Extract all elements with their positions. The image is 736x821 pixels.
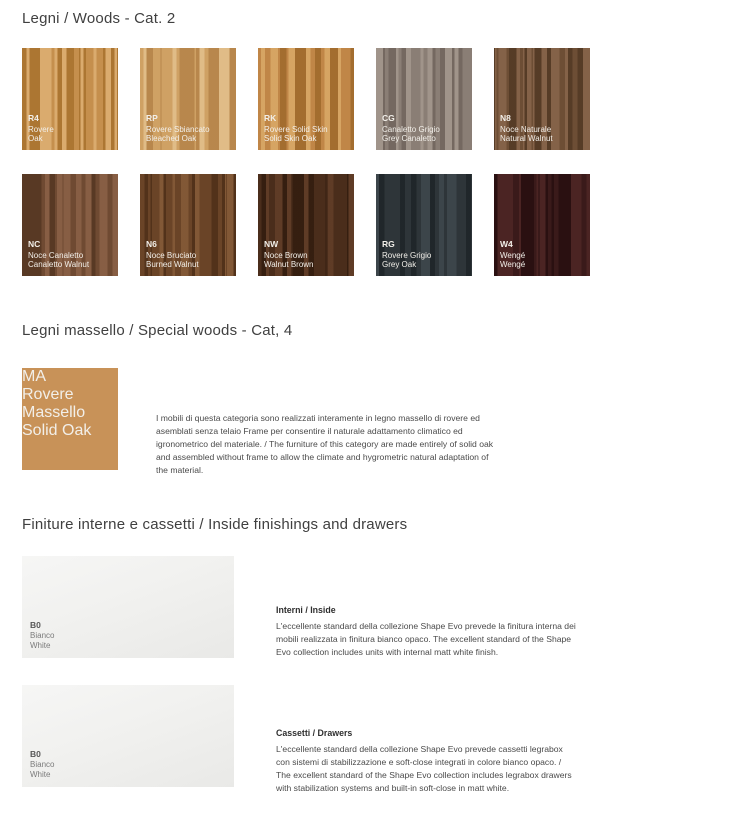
swatch-labels: [30, 749, 54, 780]
finish-description-block: [276, 556, 576, 659]
swatch-code: MA: [22, 368, 46, 385]
swatch-rg[interactable]: [376, 174, 472, 276]
swatch-code: R4: [28, 113, 39, 124]
swatch-name-en: Grey Canaletto: [382, 134, 436, 144]
swatch-labels: [146, 239, 232, 270]
swatch-name-en: Solid Oak: [22, 422, 92, 439]
swatch-name-it: Noce Naturale: [500, 124, 552, 134]
swatch-name-en: White: [30, 641, 51, 650]
swatch-name-it: Rovere Massello: [22, 386, 86, 421]
swatch-nw[interactable]: [258, 174, 354, 276]
swatch-name-en: Solid Skin Oak: [264, 134, 317, 144]
swatch-code: CG: [382, 113, 395, 124]
woods-section: [22, 10, 175, 27]
swatch-labels: [500, 113, 586, 144]
swatch-labels: [146, 113, 232, 144]
special-woods-description: I mobili di questa categoria sono realizzati interamente in legno massello di rovere ed asemblati senza telaio Frame per consentire il naturale adattamento climatico ed igronometrico del materiale. / The furniture of this category are made entirely of solid oak and assembled without frame to allow the climate and hygrometric natural adaptation of the material.: [156, 413, 494, 476]
swatch-rk[interactable]: [258, 48, 354, 150]
finish-description: L'eccellente standard della collezione Shape Evo prevede la finitura interna dei mobili realizzata in finitura bianco opaco. The excellent standard of the Shape Evo collection includes units with internal matt white finish.: [276, 621, 576, 657]
swatch-name-en: Bleached Oak: [146, 134, 197, 144]
swatch-r4[interactable]: [22, 48, 118, 150]
swatch-name-it: Noce Bruciato: [146, 250, 197, 260]
swatch-name-it: Rovere Solid Skin: [264, 124, 328, 134]
swatch-name-it: Wengé: [500, 250, 526, 260]
finish-heading: Interni / Inside: [276, 605, 336, 615]
special-woods-section: [22, 322, 292, 339]
inside-finishes-section: [22, 516, 407, 533]
swatch-name-it: Rovere Sbiancato: [146, 124, 210, 134]
swatch-labels: [382, 113, 468, 144]
swatch-code: W4: [500, 239, 513, 250]
swatch-name-en: Oak: [28, 134, 43, 144]
swatch-name-it: Rovere Grigio: [382, 250, 432, 260]
swatch-name-it: Canaletto Grigio: [382, 124, 440, 134]
swatch-labels: [500, 239, 586, 270]
swatch-name-en: Wengé: [500, 260, 526, 270]
finish-heading: Cassetti / Drawers: [276, 727, 353, 738]
swatch-code: B0: [30, 749, 41, 760]
swatch-code: N8: [500, 113, 511, 124]
swatch-ma[interactable]: [22, 368, 118, 470]
woods-swatch-grid: [22, 48, 722, 300]
swatch-labels: [28, 239, 114, 270]
swatch-labels: [22, 368, 118, 440]
swatch-labels: [382, 239, 468, 270]
swatch-nc[interactable]: [22, 174, 118, 276]
section-title-special-woods: Legni massello / Special woods - Cat, 4: [22, 322, 293, 339]
swatch-code: NW: [264, 239, 279, 250]
swatch-n6[interactable]: [140, 174, 236, 276]
swatch-name-it: Rovere: [28, 124, 54, 134]
swatch-code: N6: [146, 239, 157, 250]
swatch-name-it: Noce Brown: [264, 250, 308, 260]
swatch-code: RG: [382, 239, 395, 250]
swatch-name-en: Canaletto Walnut: [28, 260, 90, 270]
inside-finishes-rows: [22, 556, 722, 821]
section-title-woods: Legni / Woods - Cat. 2: [22, 10, 176, 27]
swatch-name-it: Noce Canaletto: [28, 250, 84, 260]
special-woods-row: [22, 368, 722, 477]
finish-row: [22, 685, 722, 795]
swatch-name-it: Bianco: [30, 759, 55, 769]
swatch-b0[interactable]: [22, 685, 234, 787]
swatch-name-en: Burned Walnut: [146, 260, 199, 270]
swatch-w4[interactable]: [494, 174, 590, 276]
swatch-code: RK: [264, 113, 277, 124]
swatch-labels: [28, 113, 114, 144]
swatch-labels: [30, 620, 54, 651]
swatch-rp[interactable]: [140, 48, 236, 150]
swatch-name-en: Natural Walnut: [500, 134, 553, 144]
swatch-name-en: Grey Oak: [382, 260, 417, 270]
swatch-name-en: Walnut Brown: [264, 260, 314, 270]
finish-row: [22, 556, 722, 659]
finish-description: L'eccellente standard della collezione Shape Evo prevede cassetti legrabox con sistemi di stabilizzazione e soft-close integrati in colore bianco opaco. / The excellent standard of the Shape Evo collection includes legrabox drawers with stabilization systems and built-in soft-close in matt white.: [276, 744, 572, 793]
swatch-code: B0: [30, 620, 41, 631]
section-title-inside-finishes: Finiture interne e cassetti / Inside finishings and drawers: [22, 516, 408, 533]
swatch-code: RP: [146, 113, 158, 124]
swatch-n8[interactable]: [494, 48, 590, 150]
swatch-labels: [264, 113, 350, 144]
swatch-name-en: White: [30, 769, 51, 779]
swatch-code: NC: [28, 239, 41, 250]
swatch-labels: [264, 239, 350, 270]
finish-description-block: [276, 685, 576, 795]
swatch-name-it: Bianco: [30, 631, 55, 640]
swatch-b0[interactable]: [22, 556, 234, 658]
swatch-cg[interactable]: [376, 48, 472, 150]
